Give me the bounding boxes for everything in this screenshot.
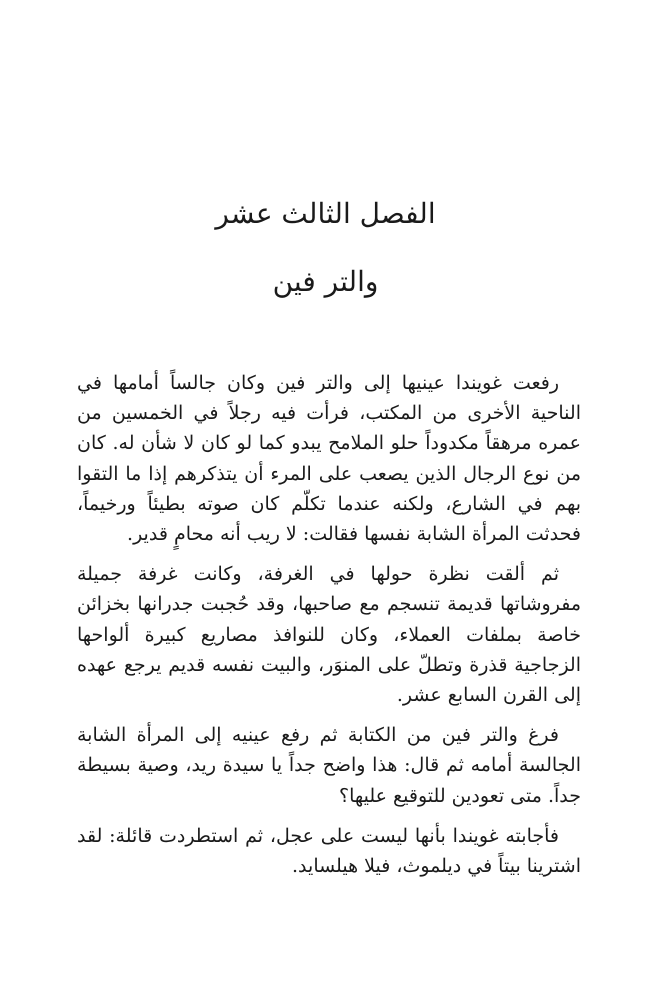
chapter-subtitle: والتر فين [272, 265, 379, 298]
chapter-heading [0, 188, 651, 308]
paragraph-1: رفعت غويندا عينيها إلى والتر فين وكان جالساً أمامها في الناحية الأخرى من المكتب، فرأت فيه رجلاً في الخمسين من عمره مرهقاً مكدوداً حلو الملامح يبدو كما لو كان لا شأن له. كان من نوع الرجال الذين يصعب على المرء أن يتذكرهم إذا ما التقوا بهم في الشارع، ولكنه عندما تكلّم كان صوته بطيئاً ورخيماً، فحدثت المرأة الشابة نفسها فقالت: لا ريب أنه محامٍ قدير. [77, 372, 581, 546]
paragraph-2: ثم ألقت نظرة حولها في الغرفة، وكانت غرفة جميلة مفروشاتها قديمة تنسجم مع صاحبها، وقد حُجبت جدرانها بخزائن خاصة بملفات العملاء، وكان للنوافذ مصاريع كبيرة ألواحها الزجاجية قذرة وتطلّ على المنوَر، والبيت نفسه قديم يرجع عهده إلى القرن السابع عشر. [77, 563, 581, 707]
chapter-body [77, 368, 581, 891]
paragraph-4: فأجابته غويندا بأنها ليست على عجل، ثم استطردت قائلة: لقد اشترينا بيتاً في ديلموث، فيلا هيلسايد. [77, 824, 581, 878]
chapter-title: الفصل الثالث عشر [215, 197, 436, 230]
paragraph-3: فرغ والتر فين من الكتابة ثم رفع عينيه إلى المرأة الشابة الجالسة أمامه ثم قال: هذا واضح جداً يا سيدة ريد، وصية بسيطة جداً. متى تعودين للتوقيع عليها؟ [77, 724, 581, 807]
